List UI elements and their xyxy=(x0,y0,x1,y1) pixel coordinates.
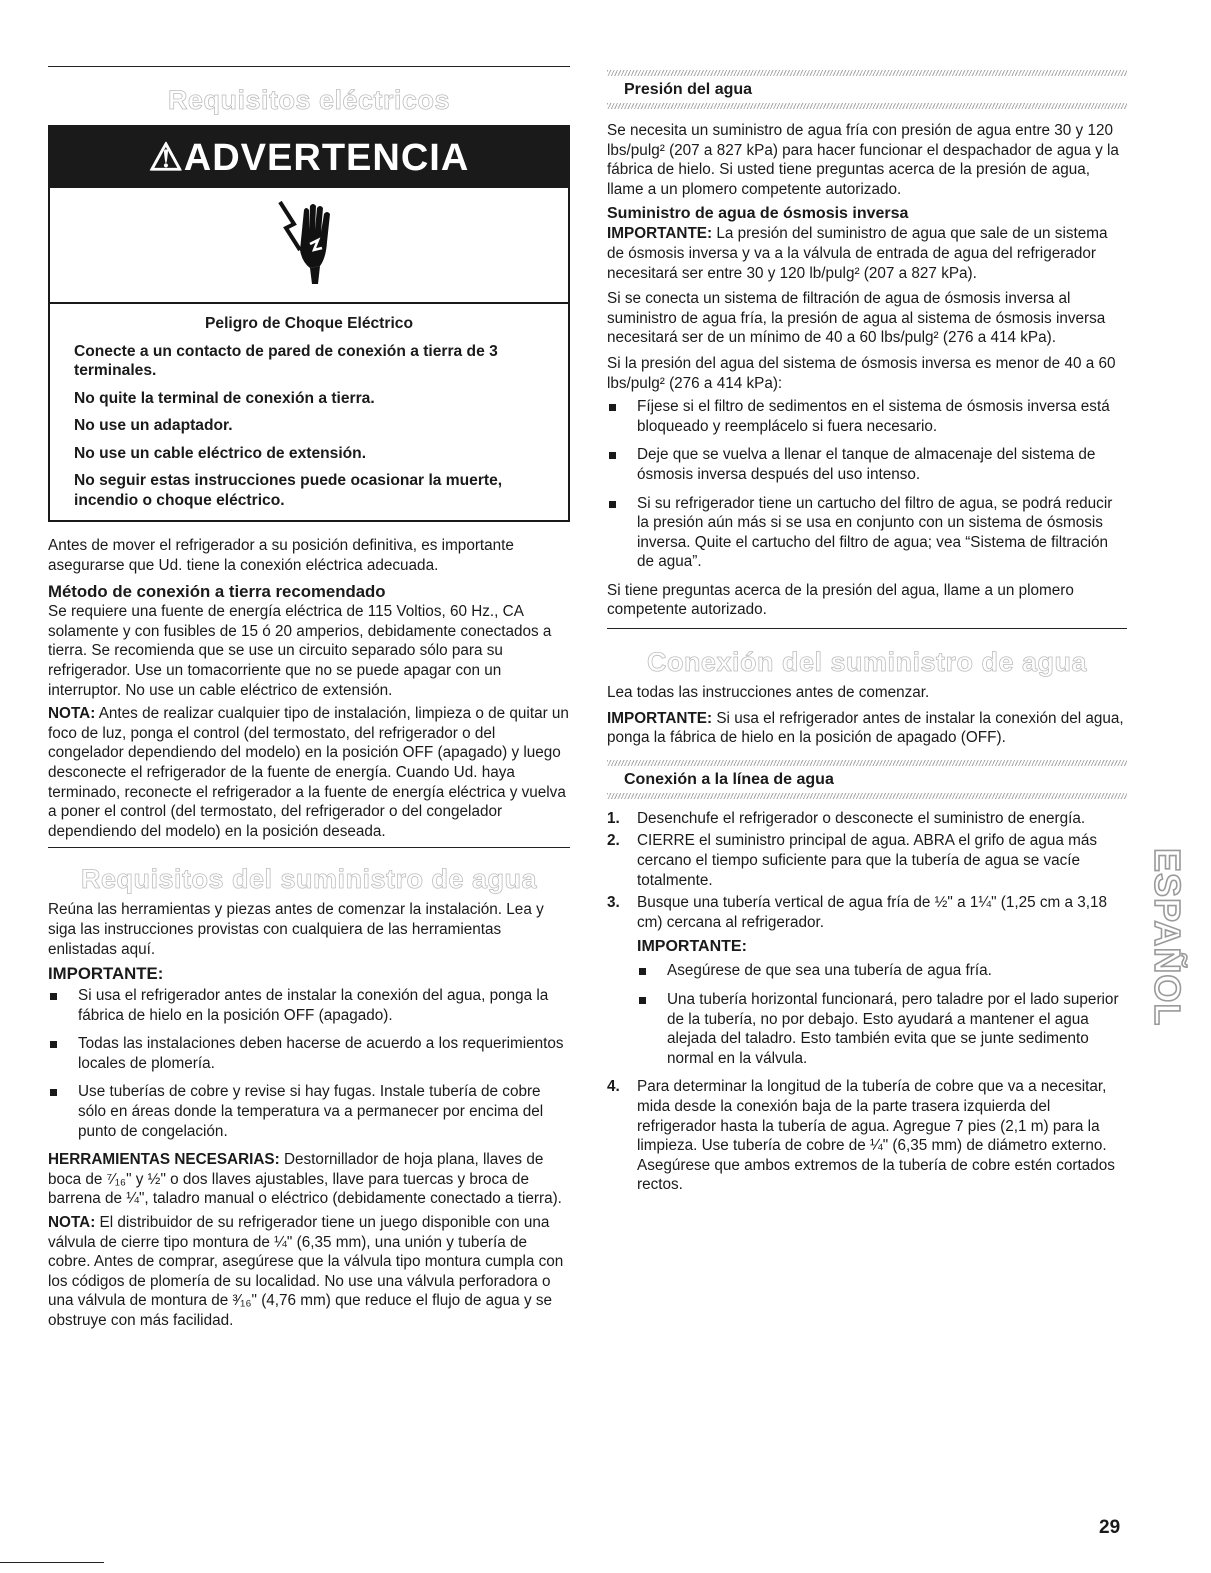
bottom-rule xyxy=(0,1562,104,1563)
list-item: Fíjese si el filtro de sedimentos en el sistema de ósmosis inversa está bloqueado y reemplácelo si fuera necesario. xyxy=(607,397,1127,436)
warning-triangle-icon: ⚠ xyxy=(148,137,184,179)
section-title-water-connection: Conexión del suministro de agua xyxy=(646,647,1088,678)
warning-banner xyxy=(50,127,568,188)
grounding-heading: Método de conexión a tierra recomendado xyxy=(48,582,386,602)
note-text: Antes de realizar cualquier tipo de instalación, limpieza o de quitar un foco de luz, ponga el control (del termostato, del refrigerador o del congelador dependiendo del modelo) en la posición OFF (apagado) y luego desconecte el refrigerador de la fuente de energía. Cuando Ud. haya terminado, reconecte el refrigerador a la fuente de energía eléctrica y vuelva a poner el control (del termostato, del refrigerador o del congelador dependiendo del modelo) en la posición deseada. xyxy=(48,705,569,840)
ro-paragraph: Si tiene preguntas acerca de la presión del agua, llame a un plomero competente autorizado. xyxy=(607,581,1074,619)
list-item: Use tuberías de cobre y revise si hay fugas. Instale tubería de cobre sólo en áreas donde la temperatura va a permanecer por encima del punto de congelación. xyxy=(48,1082,570,1141)
warning-box xyxy=(48,125,570,522)
left-column xyxy=(48,0,570,1331)
hatch-rule xyxy=(607,760,1127,766)
list-item: Si su refrigerador tiene un cartucho del filtro de agua, se podrá reducir la presión aún más si se usa en conjunto con un sistema de ósmosis inversa. Quite el cartucho del filtro de agua; vea “Sistema de filtración de agua”. xyxy=(607,494,1127,572)
connection-importante xyxy=(607,709,1127,748)
tools-text: Destornillador de hoja plana, llaves de boca de ⁷⁄₁₆" y ½" o dos llaves ajustables, llave para tuercas y broca de barrena de ¼", taladro manual o eléctrico (debidamente conectado a tierra). xyxy=(48,1151,562,1208)
tools-paragraph xyxy=(48,1150,570,1209)
importante-heading: IMPORTANTE: xyxy=(48,964,164,984)
connection-intro: Lea todas las instrucciones antes de comenzar. xyxy=(607,684,930,702)
importante-label: IMPORTANTE: xyxy=(607,225,713,243)
warning-line: Conecte a un contacto de pared de conexión a tierra de 3 terminales. xyxy=(74,342,498,379)
electrical-intro: Antes de mover el refrigerador a su posición definitiva, es importante asegurarse que Ud. tiene la conexión eléctrica adecuada. xyxy=(48,537,514,574)
ro-list xyxy=(607,397,1127,572)
note-text: El distribuidor de su refrigerador tiene un juego disponible con una válvula de cierre tipo montura de ¼" (6,35 mm), una unión y tubería de cobre. Antes de comprar, asegúrese que la válvula tipo montura cumpla con los códigos de plomería de su localidad. No use una válvula perforadora o una válvula de montura de ³⁄₁₆" (4,76 mm) que reduce el flujo de agua y se obstruye con más facilidad. xyxy=(48,1214,564,1329)
note-paragraph-2 xyxy=(48,1213,570,1331)
list-item: Una tubería horizontal funcionará, pero taladre por el lado superior de la tubería, no por debajo. Esto ayudará a mantener el agua alejada del taladro. Esto también evita que se junte sedimento normal en la válvula. xyxy=(637,990,1127,1068)
hatch-rule xyxy=(607,793,1127,799)
warning-text xyxy=(50,304,568,520)
step-item xyxy=(607,893,1127,1068)
hatch-rule xyxy=(607,70,1127,76)
ro-importante-text: La presión del suministro de agua que sale de un sistema de ósmosis inversa y va a la válvula de entrada de agua del refrigerador necesitará ser entre 30 y 120 lb/pulg² (207 a 827 kPa). xyxy=(607,225,1108,282)
importante-label: IMPORTANTE: xyxy=(607,709,713,727)
requirements-list xyxy=(48,986,570,1141)
list-item: Si usa el refrigerador antes de instalar la conexión del agua, ponga la fábrica de hielo en la posición OFF (apagado). xyxy=(48,986,570,1025)
list-item: Todas las instalaciones deben hacerse de acuerdo a los requerimientos locales de plomería. xyxy=(48,1034,570,1073)
step-text: Busque una tubería vertical de agua fría de ½" a 1¼" (1,25 cm a 3,18 cm) cercana al refrigerador. xyxy=(637,894,1108,931)
step-item xyxy=(607,809,1127,829)
step-number: 2. xyxy=(607,832,620,850)
step-importante-heading: IMPORTANTE: xyxy=(637,938,747,956)
warning-line: No seguir estas instrucciones puede ocasionar la muerte, incendio o choque eléctrico. xyxy=(74,472,503,509)
hatch-rule xyxy=(607,103,1127,109)
page-number: 29 xyxy=(1099,1517,1121,1538)
warning-line: No use un adaptador. xyxy=(74,417,233,434)
note-label: NOTA: xyxy=(48,1214,96,1232)
line-heading: Conexión a la línea de agua xyxy=(624,770,834,788)
right-column xyxy=(607,0,1127,1198)
list-item: Asegúrese de que sea una tubería de agua fría. xyxy=(637,961,1127,981)
warning-line: No quite la terminal de conexión a tierra. xyxy=(74,389,375,407)
ro-importante xyxy=(607,224,1127,283)
connection-importante-text: Si usa el refrigerador antes de instalar la conexión del agua, ponga la fábrica de hielo en la posición de apagado (OFF). xyxy=(607,709,1124,747)
section-rule xyxy=(607,628,1127,629)
step-item xyxy=(607,1077,1127,1195)
step-sub-list xyxy=(637,961,1127,1068)
warning-line: No use un cable eléctrico de extensión. xyxy=(74,444,367,462)
step-text: Para determinar la longitud de la tubería de cobre que va a necesitar, mida desde la conexión baja de la parte trasera izquierda del refrigerador hasta la tubería de agua. Agregue 7 pies (2,1 m) para la limpieza. Use tubería de cobre de ¼" (6,35 mm) de diámetro externo. Asegúrese que ambos extremos de la tubería de cobre estén cortados rectos. xyxy=(637,1078,1115,1194)
step-number: 3. xyxy=(607,894,620,912)
step-text: Desenchufe el refrigerador o desconecte el suministro de energía. xyxy=(637,809,1086,827)
language-tab-text: ESPAÑOL xyxy=(1146,847,1188,1027)
steps-list xyxy=(607,809,1127,1195)
top-rule xyxy=(48,66,570,67)
warning-title: Peligro de Choque Eléctrico xyxy=(205,315,413,332)
tools-label: HERRAMIENTAS NECESARIAS: xyxy=(48,1151,280,1169)
pressure-text: Se necesita un suministro de agua fría con presión de agua entre 30 y 120 lbs/pulg² (207 a 827 kPa) para hacer funcionar el despachador de agua y la fábrica de hielo. Si usted tiene preguntas acerca de la presión de agua, llame a un plomero competente autorizado. xyxy=(607,122,1119,198)
section-rule xyxy=(48,847,570,848)
warning-icon-area xyxy=(50,188,568,304)
grounding-text: Se requiere una fuente de energía eléctrica de 115 Voltios, 60 Hz., CA solamente y con fusibles de 15 ó 20 amperios, debidamente conectados a tierra. Se recomienda que se use un circuito separado sólo para su refrigerador. Use un tomacorriente que no se puede apagar con un interruptor. No use un cable eléctrico de extensión. xyxy=(48,603,552,699)
list-item: Deje que se vuelva a llenar el tanque de almacenaje del sistema de ósmosis inversa después del uso intenso. xyxy=(607,445,1127,484)
electric-shock-hand-icon xyxy=(274,200,344,290)
warning-banner-text: ADVERTENCIA xyxy=(183,137,470,179)
ro-paragraph: Si la presión del agua del sistema de ósmosis inversa es menor de 40 a 60 lbs/pulg² (276 a 414 kPa): xyxy=(607,354,1116,392)
section-title-water-requirements: Requisitos del suministro de agua xyxy=(80,864,538,895)
step-text: CIERRE el suministro principal de agua. ABRA el grifo de agua más cercano el tiempo suficiente para que la tubería de agua se vacíe totalmente. xyxy=(637,832,1097,889)
ro-paragraph: Si se conecta un sistema de filtración de agua de ósmosis inversa al suministro de agua fría, la presión de agua al sistema de ósmosis inversa necesitará ser de un mínimo de 40 a 60 lbs/pulg² (276 a 414 kPa). xyxy=(607,290,1106,347)
step-number: 4. xyxy=(607,1078,620,1096)
ro-heading: Suministro de agua de ósmosis inversa xyxy=(607,205,909,223)
note-label: NOTA: xyxy=(48,705,96,723)
section-title-electrical: Requisitos eléctricos xyxy=(167,85,451,115)
water-requirements-intro: Reúna las herramientas y piezas antes de comenzar la instalación. Lea y siga las instrucciones provistas con cualquiera de las herramientas enlistadas aquí. xyxy=(48,901,544,958)
pressure-heading: Presión del agua xyxy=(624,81,753,98)
note-paragraph xyxy=(48,704,570,841)
step-number: 1. xyxy=(607,809,620,827)
step-item xyxy=(607,831,1127,890)
language-tab xyxy=(1146,818,1188,1056)
